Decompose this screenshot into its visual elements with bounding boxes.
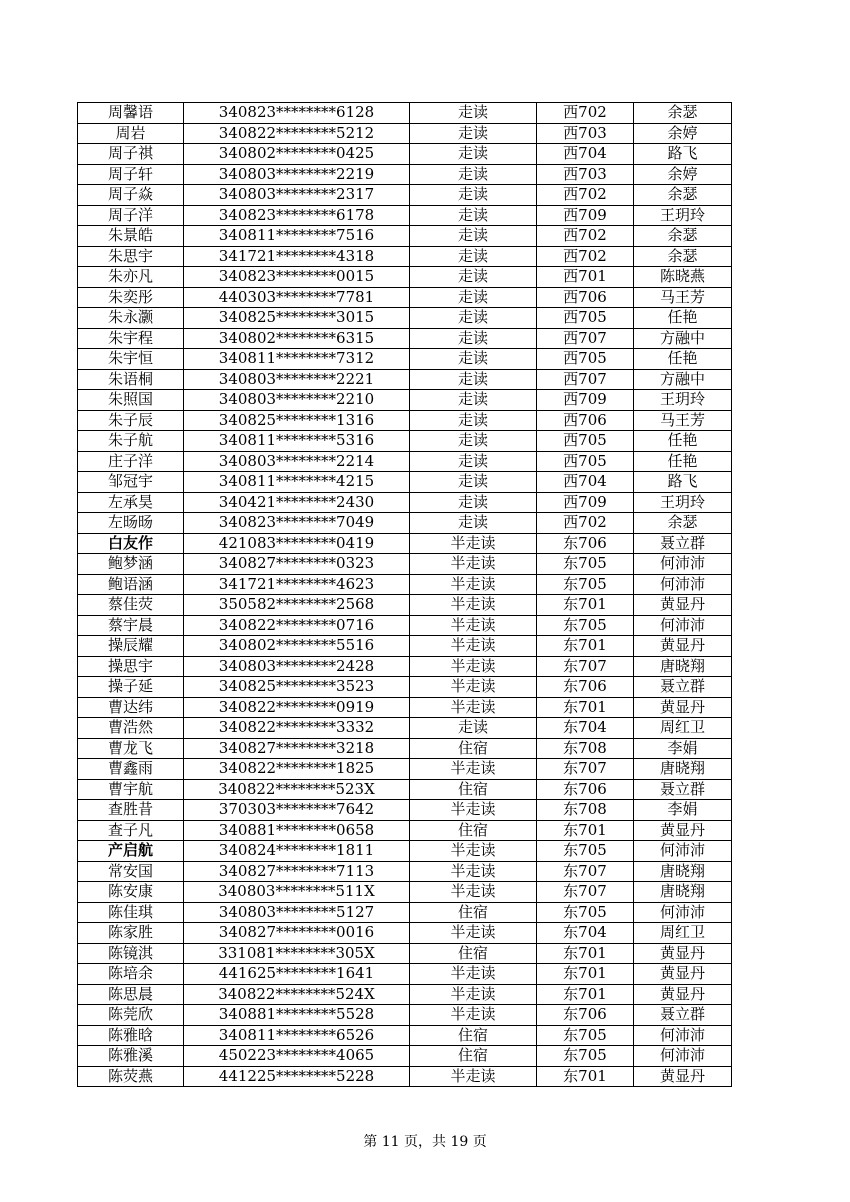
id-number-cell: 340802********5516	[184, 636, 410, 657]
id-number-cell: 340822********523X	[184, 779, 410, 800]
table-row	[78, 677, 732, 698]
id-number-cell: 450223********4065	[184, 1046, 410, 1067]
table-row	[78, 636, 732, 657]
room-cell: 东706	[537, 779, 634, 800]
student-name-cell: 周岩	[78, 123, 184, 144]
id-number-cell: 340803********2214	[184, 451, 410, 472]
room-cell: 西702	[537, 513, 634, 534]
student-name-cell: 操子延	[78, 677, 184, 698]
room-cell: 东706	[537, 533, 634, 554]
residence-type-cell: 半走读	[410, 595, 537, 616]
id-number-cell: 340827********3218	[184, 738, 410, 759]
residence-type-cell: 走读	[410, 226, 537, 247]
student-name-cell: 陈安康	[78, 882, 184, 903]
residence-type-cell: 走读	[410, 287, 537, 308]
teacher-cell: 何沛沛	[634, 574, 732, 595]
id-number-cell: 340825********1316	[184, 410, 410, 431]
teacher-cell: 路飞	[634, 472, 732, 493]
teacher-cell: 路飞	[634, 144, 732, 165]
student-name-cell: 陈培余	[78, 964, 184, 985]
student-name-cell: 蔡宇晨	[78, 615, 184, 636]
student-name-cell: 陈思晨	[78, 984, 184, 1005]
teacher-cell: 任艳	[634, 308, 732, 329]
student-name-cell: 操辰耀	[78, 636, 184, 657]
id-number-cell: 340811********4215	[184, 472, 410, 493]
table-row	[78, 738, 732, 759]
id-number-cell: 340823********7049	[184, 513, 410, 534]
room-cell: 东701	[537, 1066, 634, 1087]
table-row	[78, 656, 732, 677]
residence-type-cell: 走读	[410, 472, 537, 493]
id-number-cell: 340822********524X	[184, 984, 410, 1005]
student-name-cell: 陈镜淇	[78, 943, 184, 964]
id-number-cell: 340822********0716	[184, 615, 410, 636]
id-number-cell: 331081********305X	[184, 943, 410, 964]
student-name-cell: 周子轩	[78, 164, 184, 185]
table-row	[78, 410, 732, 431]
table-row	[78, 841, 732, 862]
teacher-cell: 聂立群	[634, 677, 732, 698]
residence-type-cell: 半走读	[410, 882, 537, 903]
id-number-cell: 340827********0016	[184, 923, 410, 944]
student-name-cell: 周子祺	[78, 144, 184, 165]
teacher-cell: 聂立群	[634, 779, 732, 800]
teacher-cell: 周红卫	[634, 923, 732, 944]
room-cell: 西705	[537, 308, 634, 329]
teacher-cell: 李娟	[634, 800, 732, 821]
table-row	[78, 287, 732, 308]
table-row	[78, 554, 732, 575]
table-row	[78, 123, 732, 144]
table-row	[78, 697, 732, 718]
student-name-cell: 陈荧燕	[78, 1066, 184, 1087]
residence-type-cell: 走读	[410, 267, 537, 288]
id-number-cell: 340811********7516	[184, 226, 410, 247]
teacher-cell: 何沛沛	[634, 1025, 732, 1046]
room-cell: 东701	[537, 820, 634, 841]
teacher-cell: 王玥玲	[634, 205, 732, 226]
room-cell: 西702	[537, 103, 634, 124]
room-cell: 东705	[537, 841, 634, 862]
table-row	[78, 226, 732, 247]
id-number-cell: 340803********511X	[184, 882, 410, 903]
id-number-cell: 340811********5316	[184, 431, 410, 452]
room-cell: 东707	[537, 759, 634, 780]
id-number-cell: 340811********7312	[184, 349, 410, 370]
residence-type-cell: 半走读	[410, 1005, 537, 1026]
student-name-cell: 查胜昔	[78, 800, 184, 821]
table-row	[78, 943, 732, 964]
table-row	[78, 369, 732, 390]
student-name-cell: 陈雅溪	[78, 1046, 184, 1067]
residence-type-cell: 半走读	[410, 800, 537, 821]
table-row	[78, 533, 732, 554]
residence-type-cell: 走读	[410, 390, 537, 411]
residence-type-cell: 半走读	[410, 861, 537, 882]
id-number-cell: 421083********0419	[184, 533, 410, 554]
room-cell: 东701	[537, 943, 634, 964]
id-number-cell: 370303********7642	[184, 800, 410, 821]
residence-type-cell: 走读	[410, 205, 537, 226]
table-row	[78, 902, 732, 923]
student-name-cell: 鲍语涵	[78, 574, 184, 595]
room-cell: 东701	[537, 636, 634, 657]
student-name-cell: 朱照国	[78, 390, 184, 411]
room-cell: 东708	[537, 800, 634, 821]
teacher-cell: 黄显丹	[634, 984, 732, 1005]
id-number-cell: 340824********1811	[184, 841, 410, 862]
room-cell: 西709	[537, 492, 634, 513]
student-name-cell: 常安国	[78, 861, 184, 882]
teacher-cell: 任艳	[634, 349, 732, 370]
residence-type-cell: 走读	[410, 349, 537, 370]
teacher-cell: 何沛沛	[634, 1046, 732, 1067]
residence-type-cell: 走读	[410, 103, 537, 124]
teacher-cell: 黄显丹	[634, 820, 732, 841]
teacher-cell: 方融中	[634, 328, 732, 349]
table-row	[78, 267, 732, 288]
table-row	[78, 718, 732, 739]
id-number-cell: 340822********1825	[184, 759, 410, 780]
residence-type-cell: 半走读	[410, 656, 537, 677]
student-name-cell: 朱子航	[78, 431, 184, 452]
student-name-cell: 庄子洋	[78, 451, 184, 472]
id-number-cell: 340803********2317	[184, 185, 410, 206]
student-name-cell: 左承昊	[78, 492, 184, 513]
room-cell: 西706	[537, 410, 634, 431]
id-number-cell: 340881********0658	[184, 820, 410, 841]
id-number-cell: 440303********7781	[184, 287, 410, 308]
student-name-cell: 朱永灏	[78, 308, 184, 329]
table-row	[78, 144, 732, 165]
id-number-cell: 340881********5528	[184, 1005, 410, 1026]
student-name-cell: 周子洋	[78, 205, 184, 226]
teacher-cell: 黄显丹	[634, 1066, 732, 1087]
room-cell: 东705	[537, 1046, 634, 1067]
table-row	[78, 103, 732, 124]
table-row	[78, 1046, 732, 1067]
residence-type-cell: 半走读	[410, 841, 537, 862]
student-name-cell: 周馨语	[78, 103, 184, 124]
room-cell: 东704	[537, 923, 634, 944]
table-row	[78, 246, 732, 267]
table-row	[78, 779, 732, 800]
table-row	[78, 492, 732, 513]
teacher-cell: 周红卫	[634, 718, 732, 739]
room-cell: 西707	[537, 328, 634, 349]
residence-type-cell: 走读	[410, 451, 537, 472]
residence-type-cell: 走读	[410, 328, 537, 349]
table-row	[78, 472, 732, 493]
residence-type-cell: 半走读	[410, 697, 537, 718]
student-name-cell: 朱奕彤	[78, 287, 184, 308]
table-row	[78, 328, 732, 349]
id-number-cell: 340827********0323	[184, 554, 410, 575]
teacher-cell: 何沛沛	[634, 615, 732, 636]
table-row	[78, 820, 732, 841]
residence-type-cell: 半走读	[410, 615, 537, 636]
teacher-cell: 何沛沛	[634, 902, 732, 923]
teacher-cell: 余瑟	[634, 246, 732, 267]
residence-type-cell: 走读	[410, 185, 537, 206]
teacher-cell: 黄显丹	[634, 636, 732, 657]
room-cell: 东705	[537, 554, 634, 575]
residence-type-cell: 半走读	[410, 677, 537, 698]
room-cell: 西702	[537, 226, 634, 247]
student-name-cell: 白友作	[78, 533, 184, 554]
room-cell: 东707	[537, 861, 634, 882]
teacher-cell: 余婷	[634, 123, 732, 144]
id-number-cell: 341721********4318	[184, 246, 410, 267]
student-name-cell: 朱思宇	[78, 246, 184, 267]
residence-type-cell: 半走读	[410, 554, 537, 575]
id-number-cell: 340823********6178	[184, 205, 410, 226]
student-name-cell: 蔡佳荧	[78, 595, 184, 616]
teacher-cell: 陈晓燕	[634, 267, 732, 288]
teacher-cell: 聂立群	[634, 1005, 732, 1026]
id-number-cell: 340803********2219	[184, 164, 410, 185]
teacher-cell: 聂立群	[634, 533, 732, 554]
teacher-cell: 何沛沛	[634, 554, 732, 575]
table-row	[78, 431, 732, 452]
roster-body	[78, 103, 732, 1087]
table-row	[78, 759, 732, 780]
id-number-cell: 340802********0425	[184, 144, 410, 165]
residence-type-cell: 走读	[410, 492, 537, 513]
teacher-cell: 唐晓翔	[634, 759, 732, 780]
table-row	[78, 349, 732, 370]
id-number-cell: 441625********1641	[184, 964, 410, 985]
table-row	[78, 513, 732, 534]
table-row	[78, 390, 732, 411]
residence-type-cell: 走读	[410, 718, 537, 739]
student-roster-table	[77, 102, 732, 1087]
residence-type-cell: 半走读	[410, 636, 537, 657]
teacher-cell: 余婷	[634, 164, 732, 185]
residence-type-cell: 半走读	[410, 923, 537, 944]
room-cell: 东705	[537, 615, 634, 636]
student-name-cell: 朱宇程	[78, 328, 184, 349]
student-name-cell: 曹龙飞	[78, 738, 184, 759]
room-cell: 西709	[537, 390, 634, 411]
room-cell: 西704	[537, 472, 634, 493]
room-cell: 东701	[537, 964, 634, 985]
id-number-cell: 340811********6526	[184, 1025, 410, 1046]
residence-type-cell: 半走读	[410, 759, 537, 780]
table-row	[78, 1066, 732, 1087]
student-name-cell: 曹浩然	[78, 718, 184, 739]
room-cell: 东705	[537, 574, 634, 595]
teacher-cell: 余瑟	[634, 513, 732, 534]
student-name-cell: 朱宇恒	[78, 349, 184, 370]
table-row	[78, 923, 732, 944]
student-name-cell: 陈家胜	[78, 923, 184, 944]
residence-type-cell: 走读	[410, 308, 537, 329]
teacher-cell: 黄显丹	[634, 697, 732, 718]
id-number-cell: 340825********3523	[184, 677, 410, 698]
room-cell: 西703	[537, 164, 634, 185]
room-cell: 西705	[537, 451, 634, 472]
student-name-cell: 陈佳琪	[78, 902, 184, 923]
room-cell: 东705	[537, 902, 634, 923]
residence-type-cell: 半走读	[410, 964, 537, 985]
room-cell: 东705	[537, 1025, 634, 1046]
id-number-cell: 340822********5212	[184, 123, 410, 144]
student-name-cell: 邹冠宇	[78, 472, 184, 493]
residence-type-cell: 走读	[410, 164, 537, 185]
residence-type-cell: 走读	[410, 123, 537, 144]
table-row	[78, 451, 732, 472]
residence-type-cell: 走读	[410, 431, 537, 452]
id-number-cell: 340803********2221	[184, 369, 410, 390]
student-name-cell: 左旸旸	[78, 513, 184, 534]
room-cell: 西702	[537, 185, 634, 206]
residence-type-cell: 住宿	[410, 779, 537, 800]
id-number-cell: 340823********0015	[184, 267, 410, 288]
room-cell: 东707	[537, 656, 634, 677]
room-cell: 西709	[537, 205, 634, 226]
residence-type-cell: 半走读	[410, 1066, 537, 1087]
id-number-cell: 340803********5127	[184, 902, 410, 923]
teacher-cell: 唐晓翔	[634, 861, 732, 882]
id-number-cell: 340421********2430	[184, 492, 410, 513]
teacher-cell: 黄显丹	[634, 595, 732, 616]
room-cell: 东708	[537, 738, 634, 759]
student-name-cell: 操思宇	[78, 656, 184, 677]
residence-type-cell: 住宿	[410, 943, 537, 964]
residence-type-cell: 住宿	[410, 820, 537, 841]
table-row	[78, 595, 732, 616]
table-row	[78, 185, 732, 206]
room-cell: 西706	[537, 287, 634, 308]
room-cell: 西704	[537, 144, 634, 165]
teacher-cell: 余瑟	[634, 103, 732, 124]
room-cell: 西705	[537, 349, 634, 370]
table-row	[78, 800, 732, 821]
residence-type-cell: 走读	[410, 246, 537, 267]
table-row	[78, 164, 732, 185]
table-row	[78, 1025, 732, 1046]
room-cell: 东701	[537, 595, 634, 616]
room-cell: 东701	[537, 697, 634, 718]
teacher-cell: 马王芳	[634, 287, 732, 308]
room-cell: 东704	[537, 718, 634, 739]
room-cell: 西707	[537, 369, 634, 390]
teacher-cell: 任艳	[634, 451, 732, 472]
table-row	[78, 615, 732, 636]
page-footer: 第 11 页，共 19 页	[363, 1134, 487, 1150]
table-row	[78, 882, 732, 903]
student-name-cell: 曹鑫雨	[78, 759, 184, 780]
residence-type-cell: 走读	[410, 144, 537, 165]
teacher-cell: 王玥玲	[634, 390, 732, 411]
room-cell: 西703	[537, 123, 634, 144]
teacher-cell: 余瑟	[634, 185, 732, 206]
residence-type-cell: 走读	[410, 410, 537, 431]
residence-type-cell: 住宿	[410, 902, 537, 923]
table-row	[78, 964, 732, 985]
id-number-cell: 441225********5228	[184, 1066, 410, 1087]
student-name-cell: 朱景皓	[78, 226, 184, 247]
residence-type-cell: 半走读	[410, 533, 537, 554]
room-cell: 东701	[537, 984, 634, 1005]
residence-type-cell: 走读	[410, 513, 537, 534]
teacher-cell: 余瑟	[634, 226, 732, 247]
room-cell: 东706	[537, 677, 634, 698]
table-row	[78, 574, 732, 595]
residence-type-cell: 半走读	[410, 984, 537, 1005]
teacher-cell: 黄显丹	[634, 964, 732, 985]
id-number-cell: 340825********3015	[184, 308, 410, 329]
room-cell: 西701	[537, 267, 634, 288]
id-number-cell: 340802********6315	[184, 328, 410, 349]
room-cell: 东707	[537, 882, 634, 903]
id-number-cell: 340822********3332	[184, 718, 410, 739]
teacher-cell: 唐晓翔	[634, 882, 732, 903]
room-cell: 东706	[537, 1005, 634, 1026]
teacher-cell: 王玥玲	[634, 492, 732, 513]
student-name-cell: 查子凡	[78, 820, 184, 841]
id-number-cell: 340827********7113	[184, 861, 410, 882]
id-number-cell: 340822********0919	[184, 697, 410, 718]
room-cell: 西702	[537, 246, 634, 267]
residence-type-cell: 走读	[410, 369, 537, 390]
table-row	[78, 308, 732, 329]
teacher-cell: 方融中	[634, 369, 732, 390]
table-row	[78, 205, 732, 226]
student-name-cell: 周子焱	[78, 185, 184, 206]
id-number-cell: 350582********2568	[184, 595, 410, 616]
teacher-cell: 唐晓翔	[634, 656, 732, 677]
teacher-cell: 李娟	[634, 738, 732, 759]
student-name-cell: 陈莞欣	[78, 1005, 184, 1026]
residence-type-cell: 住宿	[410, 1046, 537, 1067]
id-number-cell: 340803********2210	[184, 390, 410, 411]
table-row	[78, 984, 732, 1005]
id-number-cell: 341721********4623	[184, 574, 410, 595]
student-name-cell: 陈雅晗	[78, 1025, 184, 1046]
student-name-cell: 曹宇航	[78, 779, 184, 800]
residence-type-cell: 半走读	[410, 574, 537, 595]
room-cell: 西705	[537, 431, 634, 452]
teacher-cell: 黄显丹	[634, 943, 732, 964]
residence-type-cell: 住宿	[410, 738, 537, 759]
teacher-cell: 何沛沛	[634, 841, 732, 862]
table-row	[78, 861, 732, 882]
teacher-cell: 马王芳	[634, 410, 732, 431]
student-name-cell: 曹达纬	[78, 697, 184, 718]
table-row	[78, 1005, 732, 1026]
id-number-cell: 340823********6128	[184, 103, 410, 124]
student-name-cell: 朱语桐	[78, 369, 184, 390]
student-name-cell: 朱亦凡	[78, 267, 184, 288]
student-name-cell: 产启航	[78, 841, 184, 862]
residence-type-cell: 住宿	[410, 1025, 537, 1046]
student-name-cell: 鲍梦涵	[78, 554, 184, 575]
student-name-cell: 朱子辰	[78, 410, 184, 431]
teacher-cell: 任艳	[634, 431, 732, 452]
id-number-cell: 340803********2428	[184, 656, 410, 677]
